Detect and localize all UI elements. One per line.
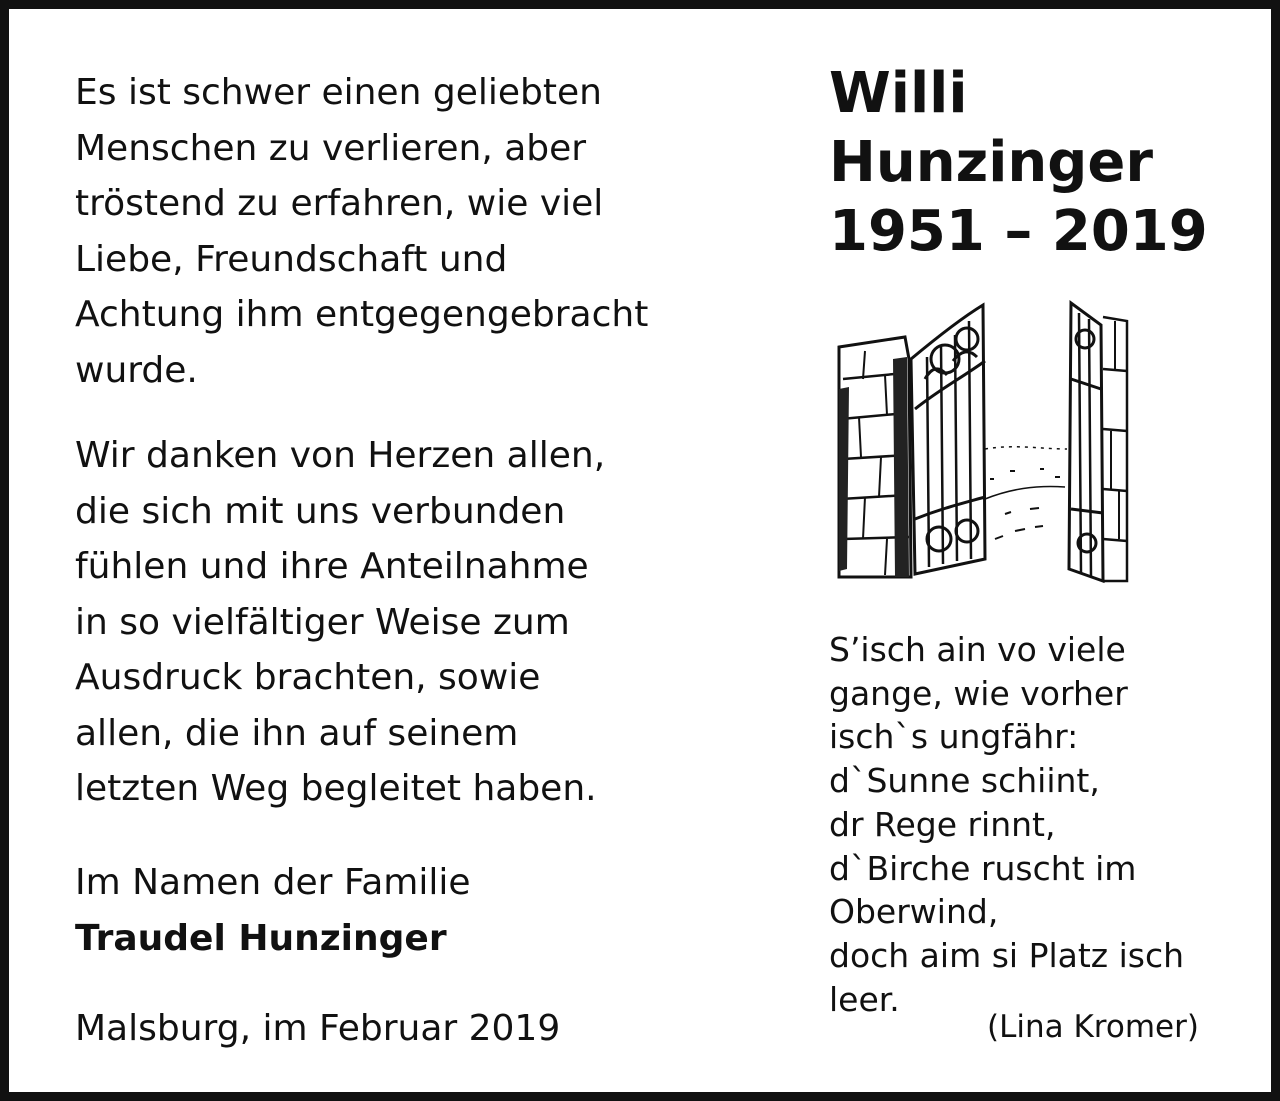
poem-line: S’isch ain vo viele bbox=[829, 630, 1126, 669]
place-date bbox=[75, 1001, 560, 1057]
poem-line: isch`s ungfähr: bbox=[829, 717, 1079, 757]
text-line: Achtung ihm entgegengebracht bbox=[75, 294, 649, 335]
poem-line: leer. bbox=[829, 979, 900, 1019]
text-line: Es ist schwer einen geliebten bbox=[75, 72, 602, 113]
open-gate-icon bbox=[835, 299, 1131, 584]
last-name: Hunzinger bbox=[829, 130, 1153, 195]
text-line: Liebe, Freundschaft und bbox=[75, 238, 508, 280]
text-line: in so vielfältiger Weise zum bbox=[75, 601, 570, 643]
thanks-paragraph bbox=[75, 428, 605, 817]
life-years: 1951 – 2019 bbox=[829, 199, 1208, 264]
deceased-heading bbox=[829, 59, 1208, 266]
text-line: wurde. bbox=[75, 349, 198, 391]
right-gate-wing bbox=[1069, 303, 1103, 581]
text-line: Menschen zu verlieren, aber bbox=[75, 127, 587, 169]
text-line: Wir danken von Herzen allen, bbox=[75, 435, 606, 476]
poem-line: d`Birche ruscht im bbox=[829, 848, 1137, 888]
poem-line: dr Rege rinnt, bbox=[829, 804, 1056, 844]
path-ground bbox=[985, 447, 1067, 539]
text-line: allen, die ihn auf seinem bbox=[75, 712, 519, 754]
signature-intro: Im Namen der Familie bbox=[75, 862, 471, 903]
text-line: fühlen und ihre Anteilnahme bbox=[75, 546, 589, 587]
family-signature bbox=[75, 855, 471, 966]
poem-line: d`Sunne schiint, bbox=[829, 761, 1100, 801]
text-line: letzten Weg begleitet haben. bbox=[75, 768, 597, 809]
poem-line: Oberwind, bbox=[829, 892, 999, 932]
gratitude-paragraph bbox=[75, 65, 648, 398]
place-date-text: Malsburg, im Februar 2019 bbox=[75, 1008, 561, 1049]
signature-name: Traudel Hunzinger bbox=[75, 917, 447, 959]
poem-author: (Lina Kromer) bbox=[987, 1009, 1199, 1045]
first-name: Willi bbox=[829, 61, 968, 126]
text-line: tröstend zu erfahren, wie viel bbox=[75, 183, 604, 224]
poem-line: doch aim si Platz isch bbox=[829, 935, 1185, 975]
pillar-shadow bbox=[839, 357, 909, 577]
text-line: die sich mit uns verbunden bbox=[75, 490, 566, 532]
text-line: Ausdruck brachten, sowie bbox=[75, 657, 541, 698]
stone-wall bbox=[1103, 317, 1127, 581]
left-gate-wing bbox=[911, 305, 985, 574]
poem-line: gange, wie vorher bbox=[829, 673, 1128, 713]
poem bbox=[829, 628, 1184, 1021]
